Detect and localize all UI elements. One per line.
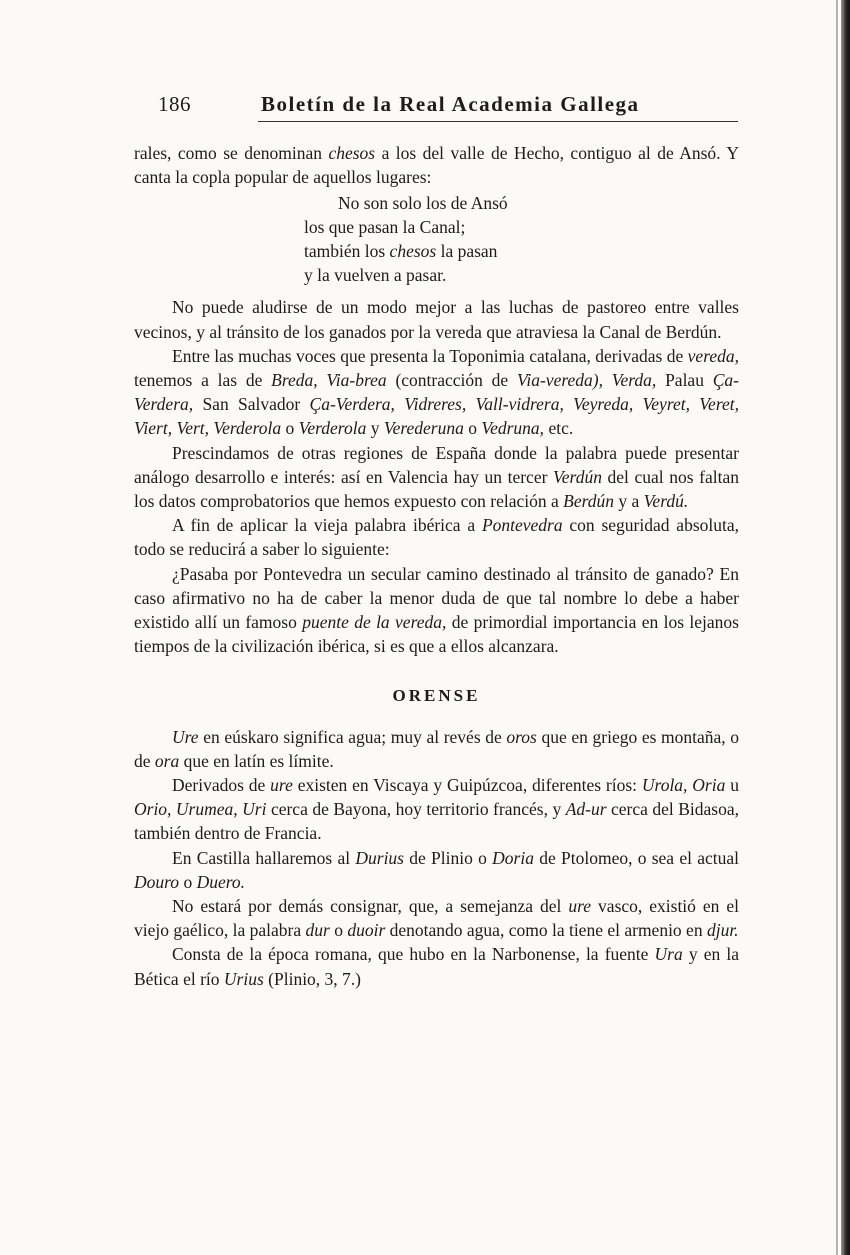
italic-run: ora (154, 750, 180, 771)
text-run: (contracción de (386, 370, 517, 391)
italic-run: chesos (328, 143, 376, 163)
poem-line (304, 239, 739, 263)
italic-run: Pontevedra (481, 515, 563, 536)
paragraph-11 (134, 942, 739, 990)
poem (304, 191, 739, 287)
paragraph-6 (134, 562, 739, 659)
text-run: cerca de Bayona, hoy territorio francés, y (266, 799, 566, 820)
paragraph-10 (134, 894, 739, 942)
body-text (134, 141, 739, 991)
italic-run: Ura (654, 944, 683, 965)
text-run: Palau (656, 370, 713, 391)
text-run: o (463, 418, 482, 439)
italic-run: Berdún (563, 491, 615, 512)
italic-run: Duero. (196, 871, 246, 892)
paragraph-9 (134, 846, 739, 894)
paragraph-1 (134, 141, 739, 189)
header-rule (258, 121, 738, 122)
text-run: a los del valle de Hecho, contiguo al de Ansó. Y canta la copla popular de aquellos lugares: (134, 143, 739, 188)
text-run: de Ptolomeo, o sea el actual (533, 847, 740, 868)
running-header (158, 92, 738, 118)
page-edge-line (836, 0, 838, 1255)
text-run: San Salvador (193, 394, 310, 415)
italic-run: duoir (347, 920, 386, 941)
italic-run: vereda, (687, 345, 739, 366)
text-run: Prescindamos de otras regiones de España donde la palabra puede presentar análogo desarrollo e interés: así en Valencia hay un tercer (134, 442, 739, 487)
journal-title: Boletín de la Real Academia Gallega (261, 92, 640, 116)
text-run: de primordial importancia en los lejanos tiempos de la civilización ibérica, si es que a ellos alcanzara. (134, 612, 739, 657)
italic-run: djur. (706, 920, 739, 941)
italic-run: Ure (172, 726, 199, 747)
italic-run: Ça-Verdera, Vidreres, Vall-vidrera, Veyreda, Veyret, Veret, Viert, Vert, Verderola (134, 394, 739, 439)
text-run: No estará por demás consignar, que, a semejanza del (172, 896, 569, 917)
text-run: y en la Bética el río (134, 944, 739, 989)
italic-run: Ad-ur (565, 799, 607, 820)
page-number: 186 (158, 92, 191, 116)
text-run: En Castilla hallaremos al (172, 847, 356, 868)
italic-run: oros (506, 726, 537, 747)
italic-run: Verdún (553, 466, 602, 487)
section-title: ORENSE (392, 686, 481, 706)
paragraph-3 (134, 344, 739, 441)
italic-run: Verederuna (383, 418, 464, 439)
italic-run: ure (568, 896, 592, 917)
poem-line: y la vuelven a pasar. (304, 265, 447, 286)
italic-run: Verderola (298, 418, 367, 439)
italic-run: Urola, Oria (641, 775, 726, 796)
text-run: la pasan (436, 241, 498, 262)
text-run: también los (304, 241, 390, 262)
text-run: Derivados de (172, 775, 271, 796)
page-edge-shadow (841, 0, 850, 1255)
text-run: denotando agua, como la tiene el armenio en (385, 920, 707, 941)
text-run: o (179, 871, 197, 892)
text-run: que en griego es montaña, o de (134, 726, 740, 771)
text-run: ¿Pasaba por Pontevedra un secular camino destinado al tránsito de ganado? En caso afirmativo no ha de caber la menor duda de que tal nombre lo debe a haber existido allí un famoso (134, 563, 739, 633)
italic-run: Breda, Via-brea (271, 370, 387, 391)
text-run: Entre las muchas voces que presenta la Toponimia catalana, derivadas de (172, 345, 688, 366)
italic-run: Orio, Urumea, Uri (134, 799, 267, 820)
text-run: cerca del Bidasoa, también dentro de Francia. (134, 799, 740, 844)
poem-line: los que pasan la Canal; (304, 217, 466, 238)
text-run: A fin de aplicar la vieja palabra ibérica a (172, 515, 482, 536)
text-run: y (366, 418, 384, 439)
text-run: vasco, existió en el viejo gaélico, la palabra (134, 896, 740, 941)
text-run: con seguridad absoluta, todo se reducirá a saber lo siguiente: (134, 515, 740, 560)
italic-run: Doria (492, 847, 534, 868)
poem-line: No son solo los de Ansó (338, 193, 508, 214)
text-run: existen en Viscaya y Guipúzcoa, diferentes ríos: (292, 775, 642, 796)
text-run: o (329, 920, 348, 941)
text-run: tenemos a las de (134, 370, 272, 391)
italic-run: Ça-Verdera, (134, 370, 739, 415)
paragraph-5 (134, 513, 739, 561)
text-run: (Plinio, 3, 7.) (263, 968, 362, 989)
text-run: y a (614, 491, 644, 512)
text-run: o (281, 418, 299, 439)
text-run: Consta de la época romana, que hubo en la Narbonense, la fuente (172, 944, 655, 965)
italic-run: dur (305, 920, 330, 941)
italic-run: Vedruna, (481, 418, 545, 439)
paragraph-8 (134, 773, 739, 846)
italic-run: Durius (355, 847, 404, 868)
text-run: del cual nos faltan los datos comprobatorios que hemos expuesto con relación a (134, 466, 739, 512)
italic-run: Via-vereda), Verda, (516, 370, 657, 391)
italic-run: Douro (134, 871, 180, 892)
italic-run: Verdú. (643, 491, 689, 512)
italic-run: Urius (223, 968, 264, 989)
paragraph-7 (134, 725, 739, 773)
text-run: en eúskaro significa agua; muy al revés de (198, 726, 507, 747)
text-run: que en latín es límite. (179, 750, 334, 771)
italic-run: puente de la vereda, (302, 612, 447, 633)
italic-run: ure (270, 775, 293, 796)
paragraph-4 (134, 441, 739, 514)
paragraph-2: No puede aludirse de un modo mejor a las luchas de pastoreo entre valles vecinos, y al tránsito de los ganados por la vereda que atraviesa la Canal de Berdún. (134, 297, 739, 342)
text-run: u (725, 775, 739, 796)
text-run: rales, como se denominan (134, 143, 329, 163)
text-run: de Plinio o (404, 847, 493, 868)
italic-run: chesos (389, 241, 437, 262)
text-run: etc. (544, 418, 574, 439)
